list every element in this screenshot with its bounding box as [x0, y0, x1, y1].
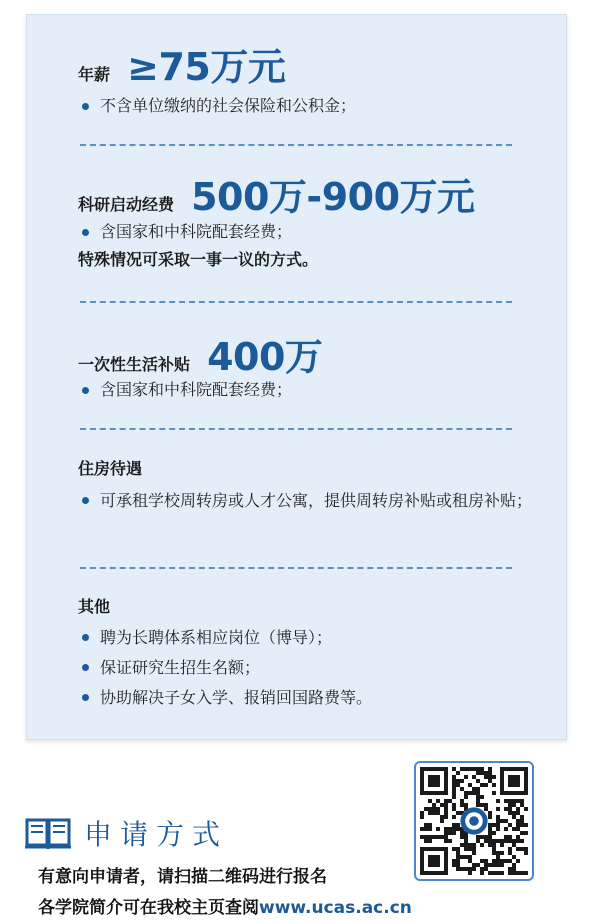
housing-bullets — [78, 486, 533, 516]
research-label: 科研启动经费 — [78, 195, 175, 214]
salary-amount: ≥75万元 — [127, 45, 286, 89]
divider — [80, 428, 512, 430]
divider — [80, 144, 512, 146]
other-label: 其他 — [78, 597, 111, 616]
living-label: 一次性生活补贴 — [78, 355, 191, 374]
list-item: 保证研究生招生名额； — [78, 653, 372, 683]
housing-section — [78, 456, 142, 479]
apply-title: 申请方式 — [84, 818, 229, 851]
salary-section — [78, 36, 285, 91]
list-item: 协助解决子女入学、报销回国路费等。 — [78, 683, 372, 713]
apply-instruction: 有意向申请者，请扫描二维码进行报名 — [38, 867, 327, 887]
research-bullets — [78, 218, 318, 274]
list-item: 含国家和中科院配套经费； — [78, 376, 292, 404]
divider — [80, 301, 512, 303]
list-item: 聘为长聘体系相应岗位（博导）； — [78, 623, 372, 653]
website-link[interactable]: www.ucas.ac.cn — [259, 898, 412, 918]
research-section — [78, 166, 475, 221]
list-item: 可承租学校周转房或人才公寓，提供周转房补贴或租房补贴； — [78, 486, 533, 516]
other-section — [78, 594, 110, 617]
list-item: 不含单位缴纳的社会保险和公积金； — [78, 92, 356, 120]
living-amount: 400万 — [207, 335, 323, 379]
research-amount: 500万-900万元 — [191, 175, 475, 219]
housing-label: 住房待遇 — [78, 459, 143, 478]
salary-label: 年薪 — [78, 65, 111, 84]
apply-heading — [24, 813, 228, 853]
qr-code-pattern — [420, 767, 528, 875]
website-prefix: 各学院简介可在我校主页查阅 — [38, 898, 259, 918]
salary-bullets — [78, 92, 356, 120]
research-note: 特殊情况可采取一事一议的方式。 — [78, 250, 319, 269]
list-item: 含国家和中科院配套经费； — [78, 218, 318, 246]
open-book-icon — [24, 815, 72, 851]
other-bullets — [78, 623, 372, 713]
apply-website-line — [38, 893, 412, 918]
living-section — [78, 326, 322, 381]
divider — [80, 567, 512, 569]
qr-code[interactable] — [414, 761, 534, 881]
living-bullets — [78, 376, 292, 404]
